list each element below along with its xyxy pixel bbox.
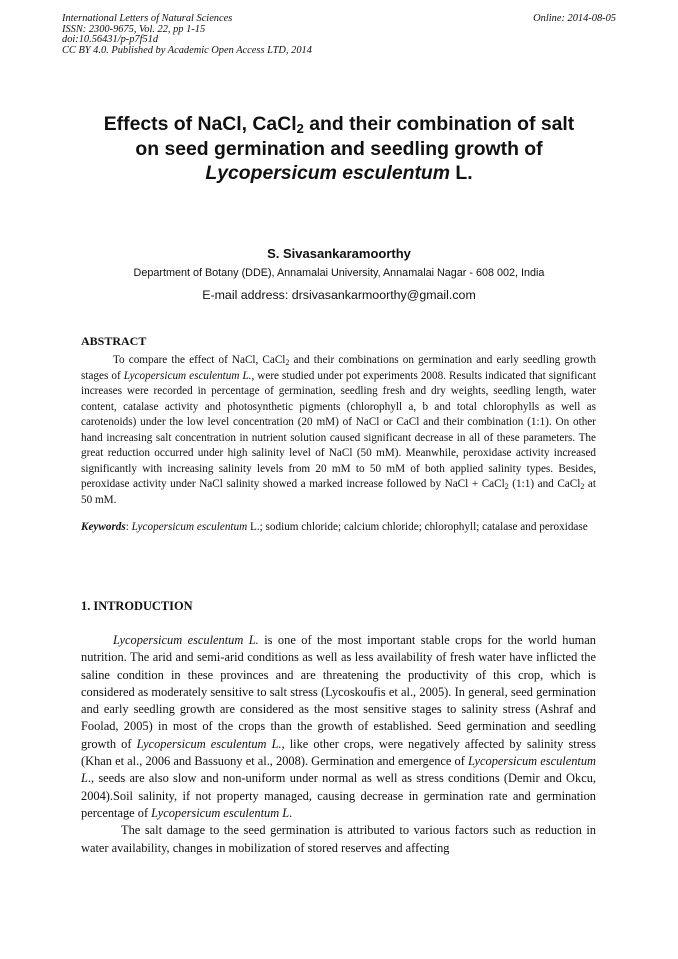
title-part: on seed germination and seedling growth of	[135, 137, 543, 160]
species-name: Lycopersicum esculentum L	[81, 754, 596, 786]
species-name: Lycopersicum esculentum L	[151, 805, 290, 820]
abstract-text: , were studied under pot experiments 2008. Results indicated that significant increases were recorded in percentage of germination, seedling fresh and dry weights, seedling length, water content, catalase activity and photosynthetic pigments (chlorophyll a, b and total chlorophylls as well as carotenoids) under the low level concentration (20 mM) of NaCl or CaCl and their combination (1:1). On other hand increasing salt concentration in nutrient solution caused significant decrease in all of these parameters. The great reduction occurred under high salinity level of NaCl (50 mM). Meanwhile, peroxidase activity increased significantly with increasing salinity levels from 20 mM to 50 mM of both applied salinity types. Besides, peroxidase activity under NaCl salinity showed a marked increase followed by NaCl + CaCl	[81, 369, 596, 490]
title-part: and their combination of salt	[303, 113, 575, 135]
species-name: Lycopersicum esculentum L.	[123, 369, 252, 382]
author-email: E-mail address: drsivasankarmoorthy@gmail.com	[202, 288, 476, 302]
paragraph: The salt damage to the seed germination is attributed to various factors such as reduction in water availability, changes in mobilization of stored reserves and affecting	[81, 823, 596, 855]
title-species: Lycopersicum esculentum	[205, 162, 450, 184]
title-part: L.	[450, 162, 473, 184]
paragraph-text: is one of the most important stable crops for the world human nutrition. The arid and semi-arid conditions as well as less availability of fresh water have inflicted the saline condition in these provinces and are threatening the productivity of this crop, which is considered as moderately sensitive to salt stress (Lycoskoufis et al., 2005). In general, seed germination and early seedling growth are considered as the most sensitive stages to salinity stress (Ashraf and Foolad, 2005) in most of the crops than the growth of established. Seed germination and seedling growth of	[81, 633, 596, 751]
keywords	[81, 520, 596, 536]
journal-name: International Letters of Natural Sciences	[62, 13, 233, 24]
keywords-label: Keywords	[81, 521, 126, 533]
keywords-text: L.; sodium chloride; calcium chloride; chlorophyll; catalase and peroxidase	[247, 521, 588, 533]
abstract-text: To compare the effect of NaCl, CaCl	[113, 354, 286, 366]
paragraph-text: .	[289, 805, 293, 820]
abstract-text: and their combinations on germination and early seedling growth stages of	[81, 354, 597, 382]
journal-issn: ISSN: 2300-9675, Vol. 22, pp 1-15	[62, 23, 206, 35]
abstract-heading: ABSTRACT	[81, 334, 147, 348]
keywords-colon: :	[125, 521, 132, 533]
species-name: Lycopersicum esculentum L.	[136, 736, 282, 751]
subscript: 2	[285, 358, 290, 367]
journal-license: CC BY 4.0. Published by Academic Open Access LTD, 2014	[62, 44, 312, 56]
abstract-text: (1:1) and CaCl	[508, 478, 581, 490]
online-date: Online: 2014-08-05	[533, 13, 616, 24]
subscript: 2	[580, 482, 585, 491]
paragraph-text: ., seeds are also slow and non-uniform under normal as well as stress conditions (Demir and Okcu, 2004).Soil salinity, if not property managed, causing decrease in germination rate and germination percentage of	[81, 771, 596, 820]
title-subscript: 2	[296, 121, 304, 136]
abstract-text: at 50 mM.	[81, 478, 596, 506]
subscript: 2	[504, 482, 509, 491]
section-heading-introduction: 1. INTRODUCTION	[81, 599, 193, 613]
species-name: Lycopersicum esculentum L.	[113, 633, 259, 647]
introduction-body	[81, 632, 596, 857]
author-name: S. Sivasankaramoorthy	[267, 246, 411, 261]
species-name: Lycopersicum esculentum	[131, 521, 248, 533]
paper-title	[60, 112, 618, 186]
journal-header	[62, 14, 312, 56]
author-affiliation: Department of Botany (DDE), Annamalai University, Annamalai Nagar - 608 002, India	[133, 267, 545, 279]
paragraph-text: , like other crops, were negatively affected by salinity stress (Khan et al., 2006 and Bassuony et al., 2008). Germination and emergence of	[81, 736, 596, 769]
journal-doi: doi:10.56431/p-p7f51d	[62, 34, 159, 46]
paragraph	[81, 632, 596, 822]
title-part: Effects of NaCl, CaCl	[103, 113, 297, 135]
abstract-body	[81, 353, 596, 508]
